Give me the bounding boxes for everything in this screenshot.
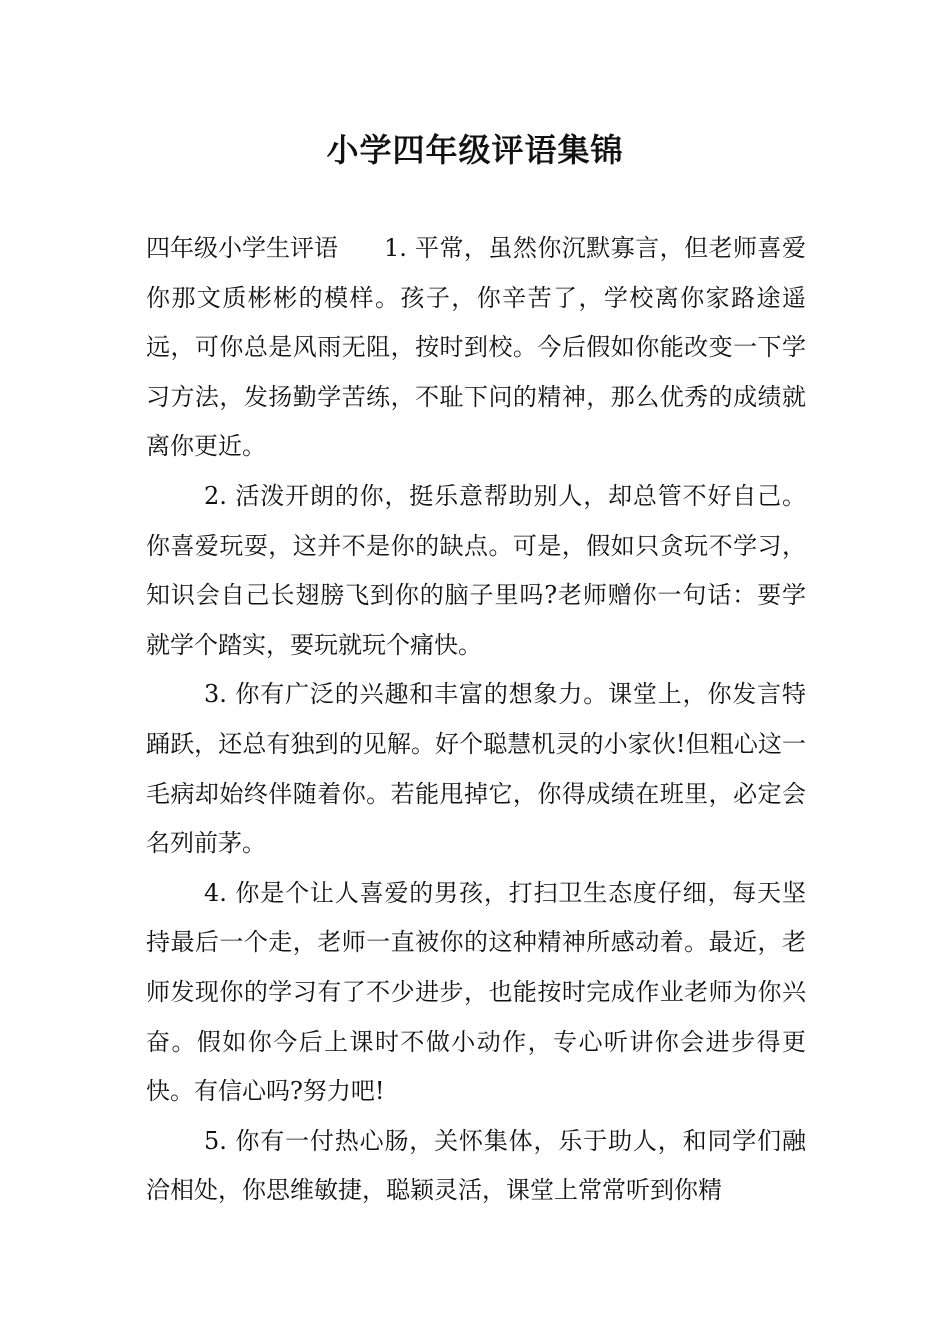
paragraph-1	[146, 224, 806, 472]
paragraph-1-text: 1. 平常，虽然你沉默寡言，但老师喜爱你那文质彬彬的模样。孩子，你辛苦了，学校离你家路途遥远，可你总是风雨无阻，按时到校。今后假如你能改变一下学习方法，发扬勤学苦练，不耻下问的精神，那么优秀的成绩就离你更近。	[146, 234, 806, 461]
paragraph-4: 4. 你是个让人喜爱的男孩，打扫卫生态度仔细，每天坚持最后一个走，老师一直被你的这种精神所感动着。最近，老师发现你的学习有了不少进步，也能按时完成作业老师为你兴奋。假如你今后上课时不做小动作，专心听讲你会进步得更快。有信心吗?努力吧!	[146, 878, 806, 1106]
paragraph-5: 5. 你有一付热心肠，关怀集体，乐于助人，和同学们融洽相处，你思维敏捷，聪颖灵活，课堂上常常听到你精	[146, 1126, 806, 1205]
document-title: 小学四年级评语集锦	[326, 131, 624, 169]
document-body	[146, 224, 806, 1216]
section-label: 四年级小学生评语	[146, 234, 338, 262]
paragraph-2: 2. 活泼开朗的你，挺乐意帮助别人，却总管不好自己。你喜爱玩耍，这并不是你的缺点。可是，假如只贪玩不学习，知识会自己长翅膀飞到你的脑子里吗?老师赠你一句话：要学就学个踏实，要玩就玩个痛快。	[146, 481, 806, 659]
paragraph-3: 3. 你有广泛的兴趣和丰富的想象力。课堂上，你发言特踊跃，还总有独到的见解。好个聪慧机灵的小家伙!但粗心这一毛病却始终伴随着你。若能甩掉它，你得成绩在班里，必定会名列前茅。	[146, 680, 806, 858]
